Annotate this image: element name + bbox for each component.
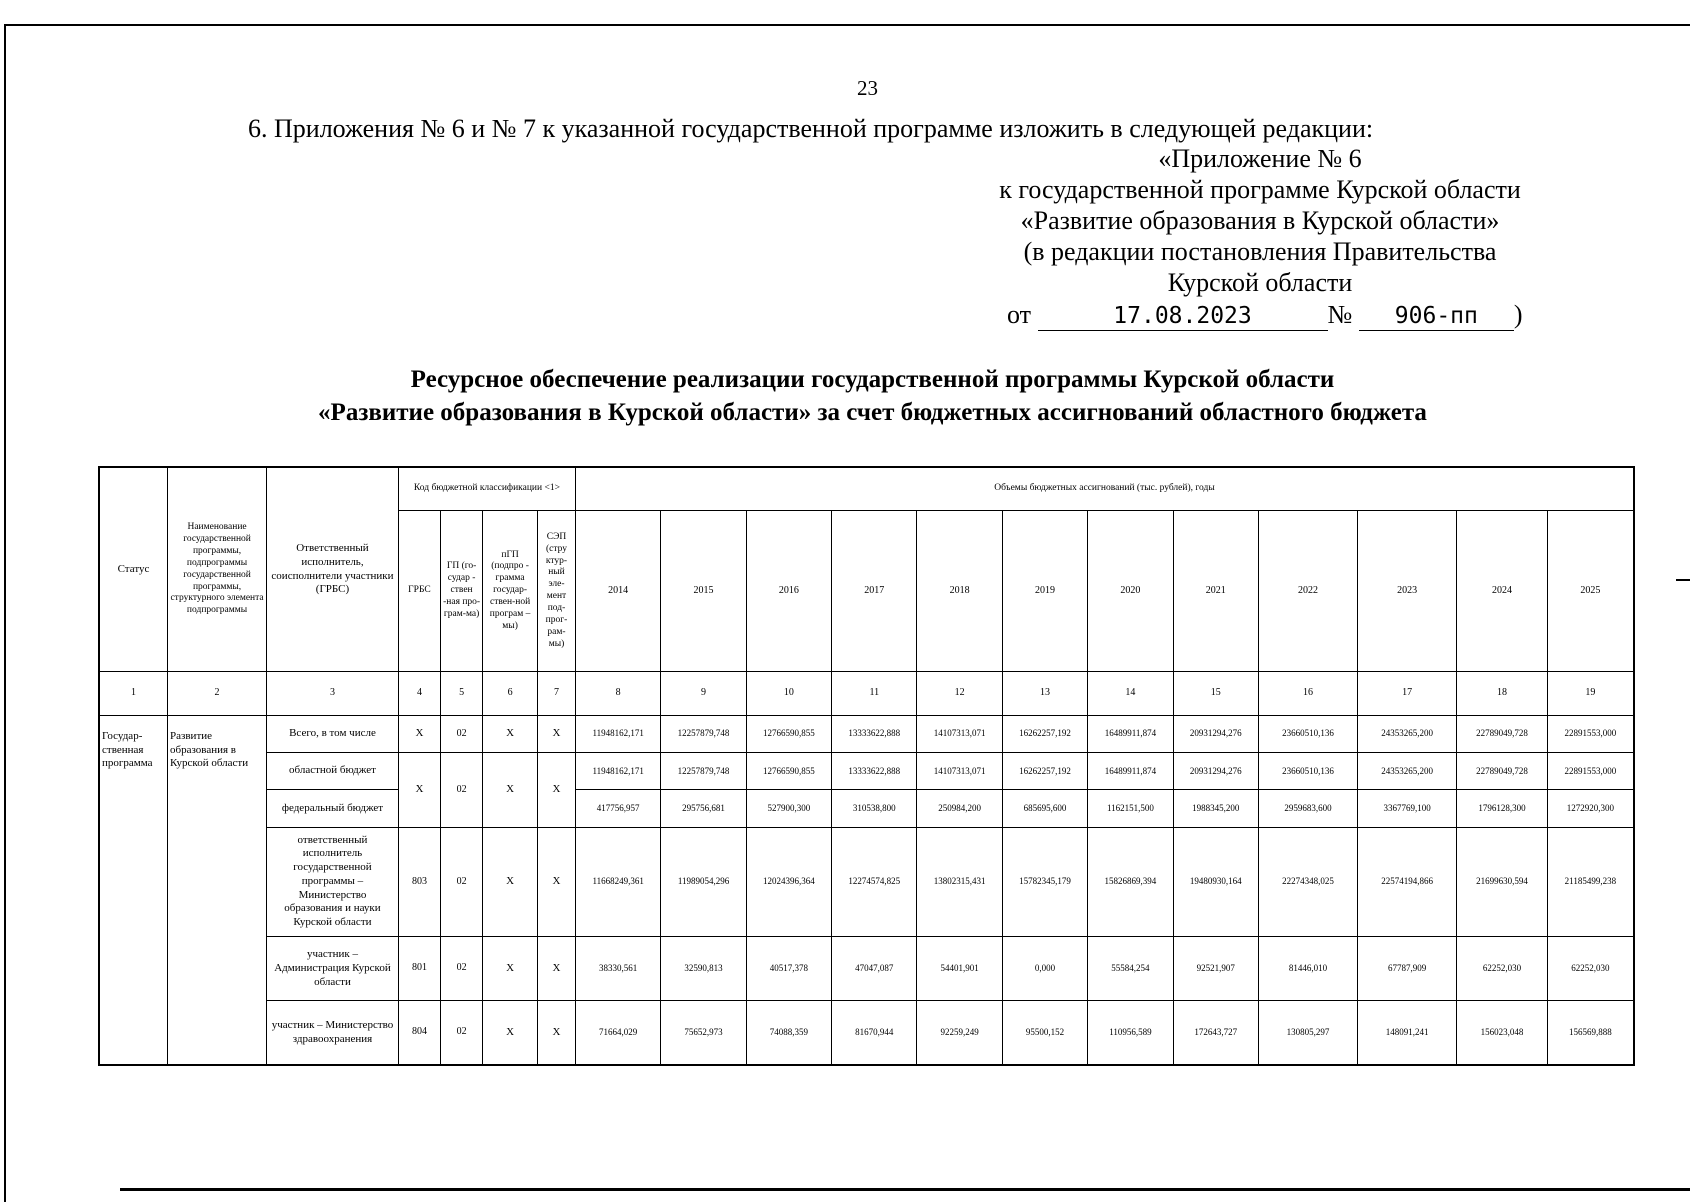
value-cell: 21185499,238 xyxy=(1547,827,1634,937)
column-number: 18 xyxy=(1457,672,1548,715)
scan-edge-line xyxy=(120,1188,1690,1191)
value-cell: 81670,944 xyxy=(832,1001,917,1065)
value-cell: 62252,030 xyxy=(1547,937,1634,1001)
sep-cell: Х xyxy=(537,1001,575,1065)
value-cell: 22789049,728 xyxy=(1457,715,1548,752)
value-cell: 172643,727 xyxy=(1173,1001,1258,1065)
column-number: 4 xyxy=(398,672,440,715)
header-year: 2021 xyxy=(1173,510,1258,671)
value-cell: 22789049,728 xyxy=(1457,753,1548,790)
executor-cell: Всего, в том числе xyxy=(267,715,399,752)
value-cell: 95500,152 xyxy=(1002,1001,1087,1065)
column-number: 7 xyxy=(537,672,575,715)
budget-table xyxy=(98,466,1635,1066)
value-cell: 11948162,171 xyxy=(575,715,660,752)
value-cell: 0,000 xyxy=(1002,937,1087,1001)
value-cell: 19480930,164 xyxy=(1173,827,1258,937)
value-cell: 55584,254 xyxy=(1088,937,1173,1001)
header-year: 2024 xyxy=(1457,510,1548,671)
value-cell: 24353265,200 xyxy=(1358,715,1457,752)
value-cell: 3367769,100 xyxy=(1358,790,1457,827)
value-cell: 12024396,364 xyxy=(746,827,831,937)
column-number: 17 xyxy=(1358,672,1457,715)
value-cell: 22574194,866 xyxy=(1358,827,1457,937)
value-cell: 16262257,192 xyxy=(1002,753,1087,790)
value-cell: 81446,010 xyxy=(1258,937,1357,1001)
value-cell: 1162151,500 xyxy=(1088,790,1173,827)
header-year: 2020 xyxy=(1088,510,1173,671)
value-cell: 22891553,000 xyxy=(1547,715,1634,752)
header-gp: ГП (го-судар - ствен -ная про-грам-ма) xyxy=(441,510,483,671)
grbs-cell: 803 xyxy=(398,827,440,937)
executor-cell: областной бюджет xyxy=(267,753,399,790)
header-sep: СЭП (стру ктур-ный эле-мент под-прог-рам-мы) xyxy=(537,510,575,671)
grbs-cell: Х xyxy=(398,715,440,752)
column-number: 9 xyxy=(661,672,746,715)
header-grbs: ГРБС xyxy=(398,510,440,671)
column-number: 2 xyxy=(168,672,267,715)
document-title-line-2: «Развитие образования в Курской области» за счет бюджетных ассигнований областного бюджета xyxy=(318,399,1427,426)
scan-edge-mark xyxy=(1676,579,1690,581)
value-cell: 15782345,179 xyxy=(1002,827,1087,937)
column-number: 8 xyxy=(575,672,660,715)
value-cell: 13333622,888 xyxy=(832,715,917,752)
instruction-text: 6. Приложения № 6 и № 7 к указанной государственной программе изложить в следующей редакции: xyxy=(248,114,1374,143)
closing-parenthesis: ) xyxy=(1513,300,1523,329)
value-cell: 54401,901 xyxy=(917,937,1002,1001)
value-cell: 16262257,192 xyxy=(1002,715,1087,752)
header-year: 2022 xyxy=(1258,510,1357,671)
pgp-cell: Х xyxy=(483,715,538,752)
sep-cell: Х xyxy=(537,715,575,752)
annex-line-5: Курской области xyxy=(1167,268,1353,297)
sep-cell: Х xyxy=(537,937,575,1001)
grbs-cell: 801 xyxy=(398,937,440,1001)
resolution-number: 906-пп xyxy=(1359,302,1514,331)
header-year: 2025 xyxy=(1547,510,1634,671)
gp-cell: 02 xyxy=(441,1001,483,1065)
value-cell: 92259,249 xyxy=(917,1001,1002,1065)
annex-line-3: «Развитие образования в Курской области» xyxy=(1020,206,1500,235)
header-volumes: Объемы бюджетных ассигнований (тыс. рублей), годы xyxy=(575,467,1634,510)
header-year: 2016 xyxy=(746,510,831,671)
value-cell: 23660510,136 xyxy=(1258,715,1357,752)
value-cell: 67787,909 xyxy=(1358,937,1457,1001)
value-cell: 12766590,855 xyxy=(746,753,831,790)
header-year: 2018 xyxy=(917,510,1002,671)
value-cell: 71664,029 xyxy=(575,1001,660,1065)
value-cell: 295756,681 xyxy=(661,790,746,827)
value-cell: 92521,907 xyxy=(1173,937,1258,1001)
sep-cell: Х xyxy=(537,753,575,827)
header-name: Наименование государственной программы, подпрограммы государственной программы, структурного элемента подпрограммы xyxy=(168,467,267,672)
value-cell: 11948162,171 xyxy=(575,753,660,790)
value-cell: 62252,030 xyxy=(1457,937,1548,1001)
table-row xyxy=(99,753,1634,790)
executor-cell: участник – Министерство здравоохранения xyxy=(267,1001,399,1065)
column-number: 14 xyxy=(1088,672,1173,715)
annex-line-1: «Приложение № 6 xyxy=(1158,144,1362,173)
column-number: 3 xyxy=(267,672,399,715)
pgp-cell: Х xyxy=(483,937,538,1001)
header-status: Статус xyxy=(99,467,168,672)
value-cell: 22274348,025 xyxy=(1258,827,1357,937)
column-number: 15 xyxy=(1173,672,1258,715)
gp-cell: 02 xyxy=(441,753,483,827)
header-executor: Ответственный исполнитель, соисполнители участники (ГРБС) xyxy=(267,467,399,672)
value-cell: 2959683,600 xyxy=(1258,790,1357,827)
value-cell: 40517,378 xyxy=(746,937,831,1001)
value-cell: 13802315,431 xyxy=(917,827,1002,937)
column-number: 10 xyxy=(746,672,831,715)
header-year: 2015 xyxy=(661,510,746,671)
value-cell: 156023,048 xyxy=(1457,1001,1548,1065)
table-row xyxy=(99,715,1634,752)
column-number-row xyxy=(99,672,1634,715)
grbs-cell: Х xyxy=(398,753,440,827)
value-cell: 20931294,276 xyxy=(1173,715,1258,752)
value-cell: 47047,087 xyxy=(832,937,917,1001)
annex-line-4: (в редакции постановления Правительства xyxy=(1023,237,1497,266)
value-cell: 20931294,276 xyxy=(1173,753,1258,790)
value-cell: 250984,200 xyxy=(917,790,1002,827)
value-cell: 75652,973 xyxy=(661,1001,746,1065)
grbs-cell: 804 xyxy=(398,1001,440,1065)
header-year: 2023 xyxy=(1358,510,1457,671)
date-prefix: от xyxy=(1007,300,1032,329)
value-cell: 1272920,300 xyxy=(1547,790,1634,827)
header-year: 2014 xyxy=(575,510,660,671)
status-cell: Государ-ственная программа xyxy=(99,715,168,1065)
column-number: 16 xyxy=(1258,672,1357,715)
value-cell: 12766590,855 xyxy=(746,715,831,752)
value-cell: 12257879,748 xyxy=(661,753,746,790)
value-cell: 11989054,296 xyxy=(661,827,746,937)
header-pgp: пГП (подпро - грамма государ-ствен-ной програм – мы) xyxy=(483,510,538,671)
gp-cell: 02 xyxy=(441,715,483,752)
pgp-cell: Х xyxy=(483,827,538,937)
value-cell: 16489911,874 xyxy=(1088,715,1173,752)
column-number: 6 xyxy=(483,672,538,715)
value-cell: 310538,800 xyxy=(832,790,917,827)
column-number: 11 xyxy=(832,672,917,715)
column-number: 1 xyxy=(99,672,168,715)
value-cell: 1796128,300 xyxy=(1457,790,1548,827)
pgp-cell: Х xyxy=(483,753,538,827)
annex-line-2: к государственной программе Курской области xyxy=(999,175,1521,204)
page-number: 23 xyxy=(857,76,878,100)
program-name-cell: Развитие образования в Курской области xyxy=(168,715,267,1065)
header-kbk: Код бюджетной классификации <1> xyxy=(398,467,575,510)
gp-cell: 02 xyxy=(441,937,483,1001)
table-row xyxy=(99,827,1634,937)
value-cell: 38330,561 xyxy=(575,937,660,1001)
table-row xyxy=(99,937,1634,1001)
value-cell: 32590,813 xyxy=(661,937,746,1001)
value-cell: 685695,600 xyxy=(1002,790,1087,827)
value-cell: 12274574,825 xyxy=(832,827,917,937)
value-cell: 12257879,748 xyxy=(661,715,746,752)
executor-cell: федеральный бюджет xyxy=(267,790,399,827)
executor-cell: участник – Администрация Курской области xyxy=(267,937,399,1001)
value-cell: 21699630,594 xyxy=(1457,827,1548,937)
gp-cell: 02 xyxy=(441,827,483,937)
table-row xyxy=(99,790,1634,827)
value-cell: 23660510,136 xyxy=(1258,753,1357,790)
value-cell: 527900,300 xyxy=(746,790,831,827)
value-cell: 14107313,071 xyxy=(917,753,1002,790)
value-cell: 156569,888 xyxy=(1547,1001,1634,1065)
value-cell: 148091,241 xyxy=(1358,1001,1457,1065)
value-cell: 14107313,071 xyxy=(917,715,1002,752)
sep-cell: Х xyxy=(537,827,575,937)
number-sign: № xyxy=(1327,300,1353,329)
value-cell: 13333622,888 xyxy=(832,753,917,790)
value-cell: 15826869,394 xyxy=(1088,827,1173,937)
value-cell: 74088,359 xyxy=(746,1001,831,1065)
pgp-cell: Х xyxy=(483,1001,538,1065)
column-number: 5 xyxy=(441,672,483,715)
value-cell: 11668249,361 xyxy=(575,827,660,937)
value-cell: 22891553,000 xyxy=(1547,753,1634,790)
value-cell: 16489911,874 xyxy=(1088,753,1173,790)
document-title-line-1: Ресурсное обеспечение реализации государственной программы Курской области xyxy=(410,366,1335,393)
table-row xyxy=(99,1001,1634,1065)
header-year: 2019 xyxy=(1002,510,1087,671)
column-number: 19 xyxy=(1547,672,1634,715)
header-year: 2017 xyxy=(832,510,917,671)
value-cell: 417756,957 xyxy=(575,790,660,827)
value-cell: 24353265,200 xyxy=(1358,753,1457,790)
value-cell: 1988345,200 xyxy=(1173,790,1258,827)
column-number: 12 xyxy=(917,672,1002,715)
executor-cell: ответственный исполнитель государственной программы – Министерство образования и науки Курской области xyxy=(267,827,399,937)
resolution-date-line xyxy=(1007,300,1523,331)
value-cell: 110956,589 xyxy=(1088,1001,1173,1065)
column-number: 13 xyxy=(1002,672,1087,715)
resolution-date: 17.08.2023 xyxy=(1038,302,1328,331)
value-cell: 130805,297 xyxy=(1258,1001,1357,1065)
